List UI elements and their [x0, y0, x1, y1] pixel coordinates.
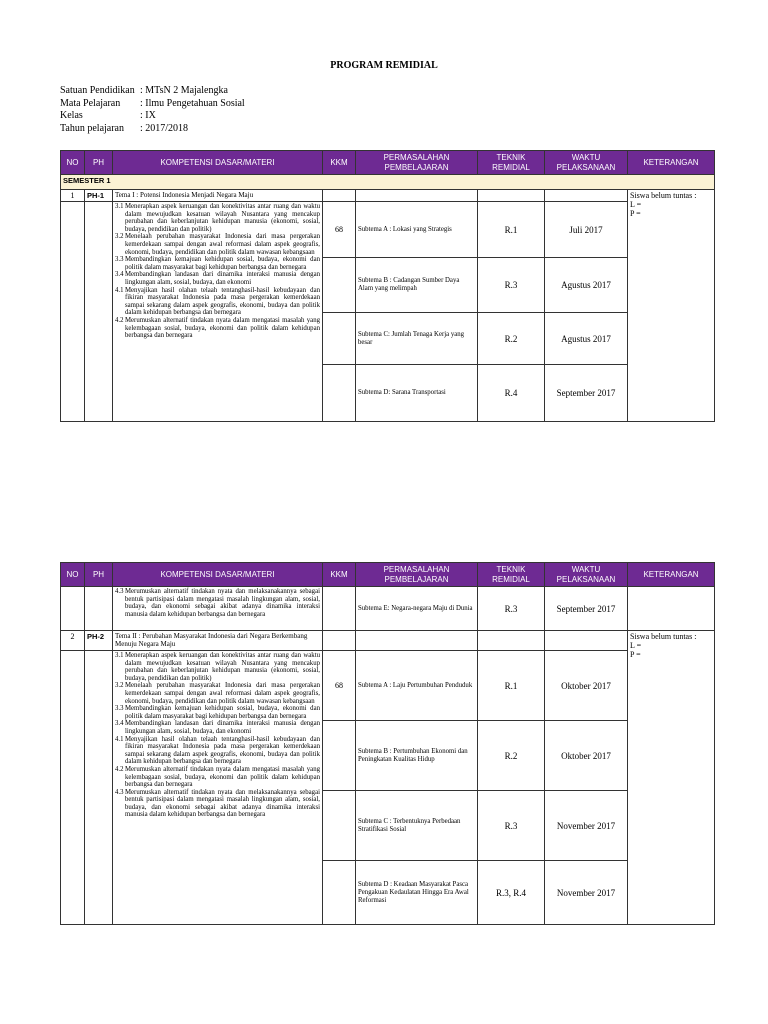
- kompetensi-list: [113, 651, 323, 925]
- header-row: [61, 151, 715, 175]
- remedial-table-2: [60, 562, 715, 925]
- semester-label: SEMESTER 1: [61, 175, 715, 190]
- kompetensi-list: [113, 202, 323, 422]
- waktu-cell: November 2017: [545, 791, 628, 861]
- header-ph: PH: [85, 563, 113, 587]
- waktu-cell: Oktober 2017: [545, 721, 628, 791]
- kkm-value: 68: [323, 651, 356, 721]
- keterangan-line: L =: [630, 641, 642, 650]
- header-kkm: KKM: [323, 563, 356, 587]
- kd-item: 4.3 Merumuskan alternatif tindakan nyata dan melaksanakannya sebagai bentuk partisipasi dalam mengatasi masalah lingkungan alam, sosial, budaya, dan ekonomi sebagai akibat adanya dinamika interaksi manusia dalam kehidupan berbangsa dan bernegara: [115, 788, 320, 819]
- header-row: [61, 563, 715, 587]
- keterangan-line: Siswa belum tuntas :: [630, 191, 697, 200]
- teknik-cell: R.3: [478, 258, 545, 313]
- header-kompetensi: KOMPETENSI DASAR/MATERI: [113, 563, 323, 587]
- keterangan-line: Siswa belum tuntas :: [630, 632, 697, 641]
- waktu-cell: September 2017: [545, 587, 628, 631]
- teknik-cell: R.4: [478, 365, 545, 422]
- header-teknik: TEKNIK REMIDIAL: [478, 151, 545, 175]
- teknik-cell: R.3: [478, 587, 545, 631]
- kd-item: 4.1 Menyajikan hasil olahan telaah tentanghasil-hasil kebudayaan dan fikiran masyarakat Indonesia pada masa pergerakan kemerdekaan sampai sekarang dalam aspek geografis, ekonomi, budaya dan politik dalam kehidupan berbangsa dan bernegara: [115, 286, 320, 317]
- kd-item: 3.4 Membandingkan landasan dari dinamika interaksi manusia dengan lingkungan alam, sosial, budaya, dan ekonomi: [115, 720, 320, 735]
- kd-item: 3.3 Membandingkan kemajuan kehidupan sosial, budaya, ekonomi dan politik dalam masyarakat bagi kehidupan berbangsa dan bernegara: [115, 256, 320, 271]
- identity-block: [60, 85, 245, 135]
- header-permasalahan: PERMASALAHAN PEMBELAJARAN: [356, 563, 478, 587]
- keterangan-line: P =: [630, 209, 641, 218]
- info-value: : 2017/2018: [140, 122, 189, 134]
- info-row: [60, 110, 245, 123]
- permasalahan-cell: Subtema D: Sarana Transportasi: [356, 365, 478, 422]
- teknik-cell: R.1: [478, 202, 545, 258]
- permasalahan-cell: Subtema C : Terbentuknya Perbedaan Stratifikasi Sosial: [356, 791, 478, 861]
- teknik-cell: R.3, R.4: [478, 861, 545, 925]
- document-title: PROGRAM REMIDIAL: [330, 60, 438, 71]
- kd-item: 3.4 Membandingkan landasan dari dinamika interaksi manusia dengan lingkungan alam, sosial, budaya, dan ekonomi: [115, 271, 320, 286]
- header-waktu: WAKTU PELAKSANAAN: [545, 151, 628, 175]
- teknik-cell: R.1: [478, 651, 545, 721]
- kkm-value: 68: [323, 202, 356, 258]
- header-no: NO: [61, 151, 85, 175]
- kd-item: 3.1 Menerapkan aspek keruangan dan konektivitas antar ruang dan waktu dalam mewujudkan kesatuan wilayah Nusantara yang mencakup perubahan dan keberlanjutan kehidupan manusia (ekonomi, sosial, budaya, pendidikan dan politik): [115, 652, 320, 682]
- waktu-cell: Agustus 2017: [545, 313, 628, 365]
- permasalahan-cell: Subtema C: Jumlah Tenaga Kerja yang besar: [356, 313, 478, 365]
- header-permasalahan: PERMASALAHAN PEMBELAJARAN: [356, 151, 478, 175]
- permasalahan-cell: Subtema D : Keadaan Masyarakat Pasca Pengakuan Kedaulatan Hingga Era Awal Reformasi: [356, 861, 478, 925]
- remedial-table-1: [60, 150, 715, 422]
- info-value: : Ilmu Pengetahuan Sosial: [140, 97, 245, 109]
- info-value: : IX: [140, 110, 156, 121]
- kd-item: 4.2 Merumuskan alternatif tindakan nyata dalam mengatasi masalah yang kelembagaan sosial, budaya, ekonomi dan politik dalam kehidupan berbangsa dan bernegara: [115, 316, 320, 340]
- info-label: Kelas: [60, 110, 83, 121]
- row-no: 2: [61, 631, 85, 651]
- row-ph: PH-2: [85, 631, 113, 651]
- table-row: [61, 587, 715, 631]
- info-label: Tahun pelajaran: [60, 122, 124, 134]
- permasalahan-cell: Subtema A : Lokasi yang Strategis: [356, 202, 478, 258]
- keterangan-cell: [628, 631, 715, 925]
- teknik-cell: R.2: [478, 313, 545, 365]
- waktu-cell: Agustus 2017: [545, 258, 628, 313]
- keterangan-line: P =: [630, 650, 641, 659]
- header-ph: PH: [85, 151, 113, 175]
- kd-item: 4.3 Merumuskan alternatif tindakan nyata dan melaksanakannya sebagai bentuk partisipasi dalam mengatasi masalah lingkungan alam, sosial, budaya, dan ekonomi sebagai akibat adanya dinamika interaksi manusia dalam kehidupan berbangsa dan bernegara: [115, 588, 320, 618]
- kd-item: 4.1 Menyajikan hasil olahan telaah tentanghasil-hasil kebudayaan dan fikiran masyarakat Indonesia pada masa pergerakan kemerdekaan sampai sekarang dalam aspek geografis, ekonomi, budaya dan politik dalam kehidupan berbangsa dan bernegara: [115, 735, 320, 766]
- table-row: [61, 202, 715, 258]
- teknik-cell: R.2: [478, 721, 545, 791]
- info-label: Satuan Pendidikan: [60, 85, 135, 96]
- kd-item: 3.2 Menelaah perubahan masyarakat Indonesia dari masa pergerakan kemerdekaan sampai dengan awal reformasi dalam aspek geografis, ekonomi, budaya, pendidikan dan politik dalam wawasan kebangsaan: [115, 233, 320, 256]
- tema-title: Tema II : Perubahan Masyarakat Indonesia dari Negara Berkembang Menuju Negara Maju: [113, 631, 323, 651]
- tema-row: [61, 190, 715, 202]
- waktu-cell: Juli 2017: [545, 202, 628, 258]
- keterangan-line: L =: [630, 200, 642, 209]
- kd-item: 3.1 Menerapkan aspek keruangan dan konektivitas antar ruang dan waktu dalam mewujudkan kesatuan wilayah Nusantara yang mencakup perubahan dan keberlanjutan kehidupan manusia (ekonomi, sosial, budaya, pendidikan dan politik): [115, 203, 320, 233]
- permasalahan-cell: Subtema B : Cadangan Sumber Daya Alam yang melimpah: [356, 258, 478, 313]
- header-keterangan: KETERANGAN: [628, 151, 715, 175]
- info-value: : MTsN 2 Majalengka: [140, 85, 228, 96]
- semester-row: [61, 175, 715, 190]
- header-keterangan: KETERANGAN: [628, 563, 715, 587]
- header-waktu: WAKTU PELAKSANAAN: [545, 563, 628, 587]
- table-row: [61, 651, 715, 721]
- kompetensi-list: [113, 587, 323, 631]
- tema-title: Tema I : Potensi Indonesia Menjadi Negara Maju: [113, 190, 323, 202]
- keterangan-cell: [628, 190, 715, 422]
- kd-item: 3.2 Menelaah perubahan masyarakat Indonesia dari masa pergerakan kemerdekaan sampai dengan awal reformasi dalam aspek geografis, ekonomi, budaya, pendidikan dan politik dalam wawasan kebangsaan: [115, 682, 320, 705]
- kd-item: 4.2 Merumuskan alternatif tindakan nyata dalam mengatasi masalah yang kelembagaan sosial, budaya, ekonomi dan politik dalam kehidupan berbangsa dan bernegara: [115, 765, 320, 789]
- info-row: [60, 85, 245, 98]
- permasalahan-cell: Subtema E: Negara-negara Maju di Dunia: [356, 587, 478, 631]
- waktu-cell: Oktober 2017: [545, 651, 628, 721]
- waktu-cell: November 2017: [545, 861, 628, 925]
- info-row: [60, 98, 245, 111]
- waktu-cell: September 2017: [545, 365, 628, 422]
- row-no: 1: [61, 190, 85, 202]
- row-ph: PH-1: [85, 190, 113, 202]
- kd-item: 3.3 Membandingkan kemajuan kehidupan sosial, budaya, ekonomi dan politik dalam masyarakat bagi kehidupan berbangsa dan bernegara: [115, 705, 320, 720]
- header-teknik: TEKNIK REMIDIAL: [478, 563, 545, 587]
- header-kompetensi: KOMPETENSI DASAR/MATERI: [113, 151, 323, 175]
- permasalahan-cell: Subtema A : Laju Pertumbuhan Penduduk: [356, 651, 478, 721]
- info-row: [60, 123, 245, 136]
- permasalahan-cell: Subtema B : Pertumbuhan Ekonomi dan Peningkatan Kualitas Hidup: [356, 721, 478, 791]
- header-kkm: KKM: [323, 151, 356, 175]
- teknik-cell: R.3: [478, 791, 545, 861]
- tema-row: [61, 631, 715, 651]
- header-no: NO: [61, 563, 85, 587]
- info-label: Mata Pelajaran: [60, 97, 121, 109]
